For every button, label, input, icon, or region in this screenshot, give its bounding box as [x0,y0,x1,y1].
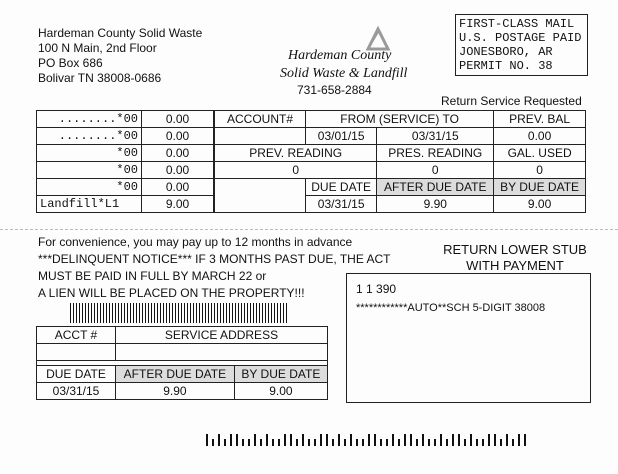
charge-amount: 9.00 [142,196,214,213]
logo-subtitle: Solid Waste & Landfill [280,66,408,81]
barcode-icon [70,303,288,323]
stub-due-header: DUE DATE [37,366,116,383]
from-date-value: 03/01/15 [306,128,377,145]
service-period-header [306,111,494,128]
account-table [214,110,586,213]
mailing-line: 1 1 390 [356,282,397,296]
stub-service-address-value [116,344,328,361]
charge-desc: Landfill*L1 [37,196,142,213]
mailing-address-box [346,273,591,403]
charges-table [36,110,214,213]
stub-after-value: 9.90 [116,383,235,400]
charge-desc: *00 [37,179,142,196]
postage-line: FIRST-CLASS MAIL [459,17,575,31]
return-address-line: Bolivar TN 38008-0686 [38,71,162,85]
return-service-requested: Return Service Requested [441,94,582,108]
notice-line: MUST BE PAID IN FULL BY MARCH 22 or [38,269,267,283]
logo-title: Hardeman County [288,48,392,63]
stub-by-header: BY DUE DATE [234,366,327,383]
service-label: (SERVICE) [378,112,440,126]
return-address-line: 100 N Main, 2nd Floor [38,41,157,55]
prev-bal-header: PREV. BAL [494,111,586,128]
stub-acct-value [37,344,116,361]
prev-reading-value: 0 [215,162,377,179]
notice-line: For convenience, you may pay up to 12 months in advance [38,235,353,249]
stub-table [36,326,328,400]
stub-acct-header: ACCT # [37,327,116,344]
notice-line: A LIEN WILL BE PLACED ON THE PROPERTY!!! [38,286,305,300]
account-number-value [215,128,306,145]
charge-desc: *00 [37,162,142,179]
charge-amount: 0.00 [142,145,214,162]
prev-reading-header: PREV. READING [215,145,377,162]
logo-phone: 731-658-2884 [297,83,372,97]
pres-reading-header: PRES. READING [377,145,494,162]
charge-row [37,179,214,196]
postal-barcode-icon [206,432,526,446]
account-header: ACCOUNT# [215,111,306,128]
perforation-line [0,229,618,230]
by-due-header: BY DUE DATE [494,179,586,196]
from-label: FROM [340,112,376,126]
stub-by-value: 9.00 [234,383,327,400]
charge-desc: *00 [37,145,142,162]
stub-after-header: AFTER DUE DATE [116,366,235,383]
due-date-value: 03/31/15 [306,196,377,213]
charge-row [37,196,214,213]
return-stub-label [440,242,590,274]
charge-amount: 0.00 [142,128,214,145]
notice-line: ***DELINQUENT NOTICE*** IF 3 MONTHS PAST DUE, THE ACT [38,252,391,266]
due-date-header: DUE DATE [306,179,377,196]
return-address-line: Hardeman County Solid Waste [38,26,203,40]
charge-row [37,145,214,162]
delinquent-notice [38,234,391,302]
return-address [38,26,202,86]
charge-row [37,162,214,179]
charge-amount: 0.00 [142,162,214,179]
stub-service-address-header: SERVICE ADDRESS [116,327,328,344]
return-address-line: PO Box 686 [38,56,103,70]
return-stub-line: WITH PAYMENT [466,258,564,273]
to-label: TO [442,112,459,126]
after-due-header: AFTER DUE DATE [377,179,494,196]
prev-bal-value: 0.00 [494,128,586,145]
charge-row [37,128,214,145]
postage-line: U.S. POSTAGE PAID [459,31,582,45]
gal-used-value: 0 [494,162,586,179]
by-due-value: 9.00 [494,196,586,213]
charge-row [37,111,214,128]
charge-amount: 0.00 [142,111,214,128]
pres-reading-value: 0 [377,162,494,179]
postage-line: PERMIT NO. 38 [459,59,553,73]
charge-desc: ........*00 [37,111,142,128]
postage-line: JONESBORO, AR [459,45,553,59]
after-due-value: 9.90 [377,196,494,213]
to-date-value: 03/31/15 [377,128,494,145]
postage-permit-box [455,14,588,76]
charge-desc: ........*00 [37,128,142,145]
return-stub-line: RETURN LOWER STUB [443,242,587,257]
mailing-line: ************AUTO**SCH 5-DIGIT 38008 [356,302,546,314]
stub-due-value: 03/31/15 [37,383,116,400]
blank-cell [215,179,306,213]
gal-used-header: GAL. USED [494,145,586,162]
charge-amount: 0.00 [142,179,214,196]
